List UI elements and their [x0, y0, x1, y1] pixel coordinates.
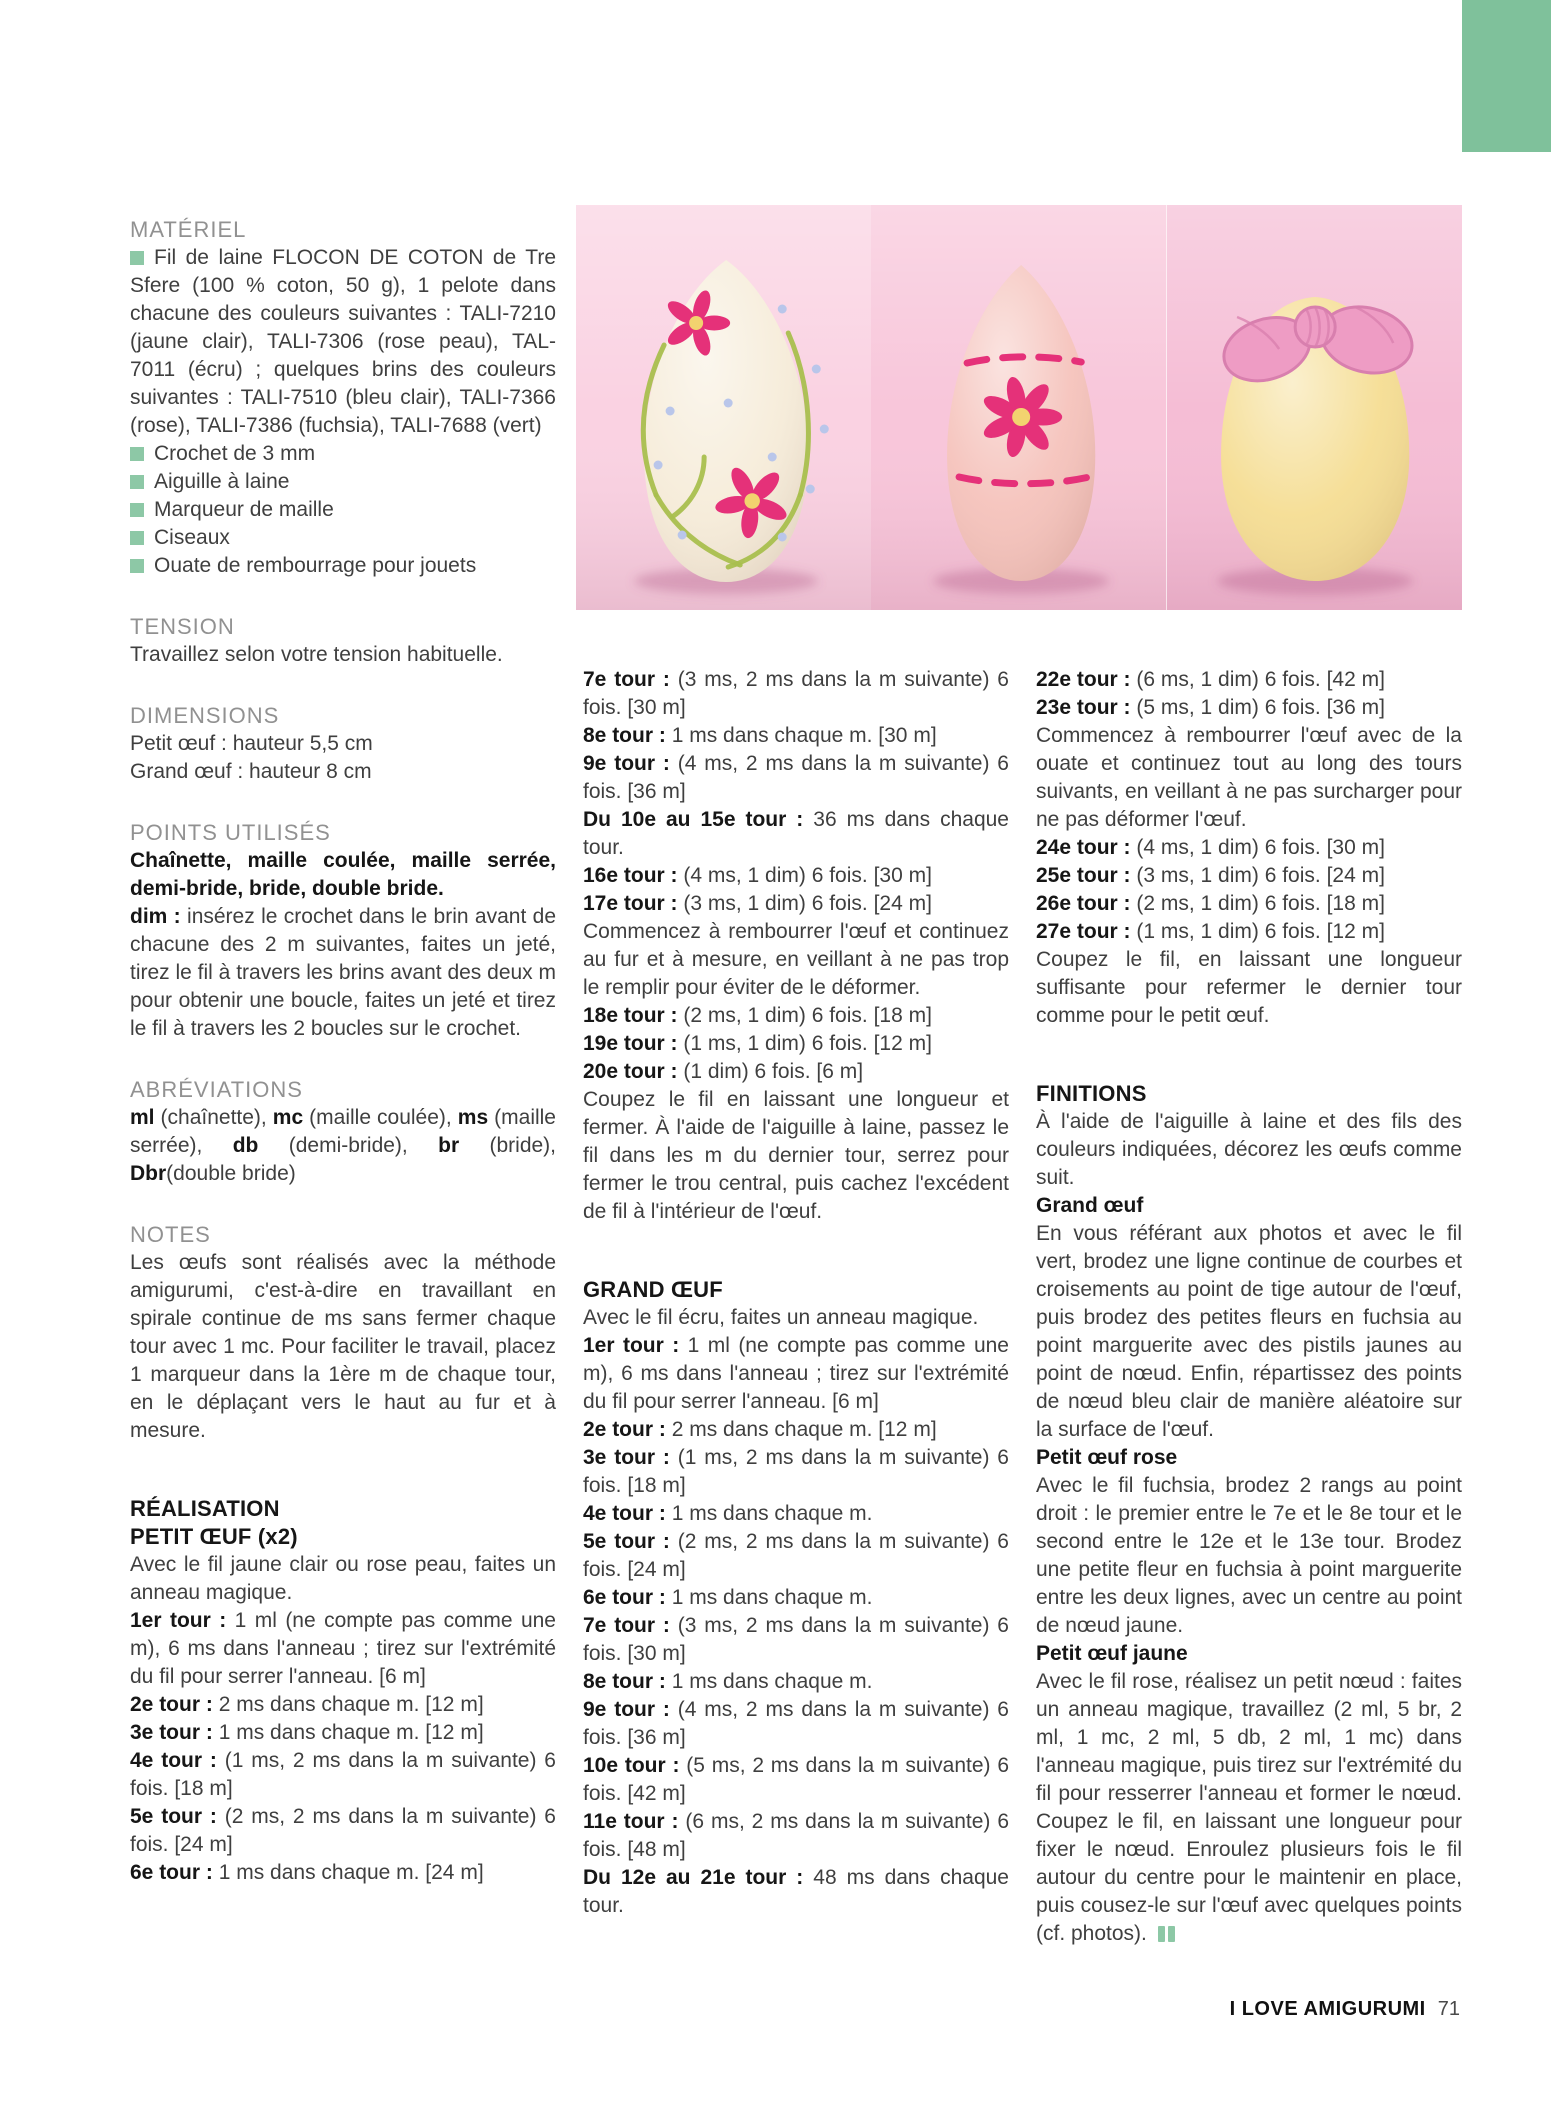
paragraph	[583, 1030, 1009, 1058]
text-run: Les œufs sont réalisés avec la méthode amigurumi, c'est-à-dire en travaillant en spirale continue de ms sans fermer chaque tour avec 1 mc. Pour faciliter le travail, placez 1 marqueur dans la 1ère m de chaque tour, en le déplaçant vers le haut au fur et à mesure.	[130, 1251, 556, 1442]
text-run: 36 ms dans chaque tour.	[583, 808, 1009, 859]
run-label: 24e tour :	[1036, 836, 1137, 859]
section-title: RÉALISATION	[130, 1496, 280, 1521]
bullet-square-icon	[130, 251, 144, 265]
sub-title: Grand œuf	[1036, 1194, 1144, 1217]
text-run: Fil de laine FLOCON DE COTON de Tre Sfere (100 % coton, 50 g), 1 pelote dans chacune des couleurs suivantes : TALI-7210 (jaune clair), TALI-7306 (rose peau), TAL-7011 (écru) ; quelques brins des couleurs suivantes : TALI-7510 (bleu clair), TALI-7366 (rose), TALI-7386 (fuchsia), TALI-7688 (vert)	[130, 246, 556, 437]
text-run: (3 ms, 2 ms dans la m suivante) 6 fois. [30 m]	[583, 1614, 1009, 1665]
text-run: (bride),	[459, 1134, 556, 1157]
paragraph	[583, 862, 1009, 890]
run-label: dim :	[130, 905, 188, 928]
paragraph	[130, 1607, 556, 1691]
run-label: ms	[457, 1106, 489, 1129]
run-label: 4e tour :	[130, 1749, 225, 1772]
paragraph	[130, 1551, 556, 1607]
run-label: ml	[130, 1106, 155, 1129]
text-run: Coupez le fil en laissant une longueur et fermer. À l'aide de l'aiguille à laine, passez le fil dans les m du dernier tour, serrez pour fermer le trou central, puis cachez l'excédent de fil à l'intérieur de l'œuf.	[583, 1088, 1009, 1223]
text-run: Travaillez selon votre tension habituelle.	[130, 643, 503, 666]
text-run: (4 ms, 2 ms dans la m suivante) 6 fois. [36 m]	[583, 752, 1009, 803]
paragraph	[130, 1747, 556, 1803]
section-heading: NOTES	[130, 1222, 211, 1247]
paragraph	[130, 1719, 556, 1747]
text-run: 1 ms dans chaque m. [12 m]	[218, 1721, 484, 1744]
text-run: 2 ms dans chaque m. [12 m]	[218, 1693, 484, 1716]
bullet-square-icon	[130, 447, 144, 461]
paragraph	[583, 1808, 1009, 1864]
run-label: 3e tour :	[130, 1721, 219, 1744]
run-label: 5e tour :	[583, 1530, 678, 1553]
paragraph	[130, 1859, 556, 1887]
run-label: db	[232, 1134, 259, 1157]
run-label: 27e tour :	[1036, 920, 1137, 943]
paragraph	[130, 758, 556, 786]
section-title: PETIT ŒUF (x2)	[130, 1524, 298, 1549]
run-label: 2e tour :	[130, 1693, 219, 1716]
text-run: (maille serrée),	[130, 1106, 556, 1157]
text-run: Ouate de rembourrage pour jouets	[154, 554, 477, 577]
text-run: (maille coulée),	[303, 1106, 458, 1129]
run-label: Chaînette, maille coulée, maille serrée, demi-bride, bride, double bride.	[130, 849, 556, 900]
text-run: (3 ms, 1 dim) 6 fois. [24 m]	[1136, 864, 1385, 887]
run-label: 2e tour :	[583, 1418, 672, 1441]
paragraph	[130, 1104, 556, 1188]
text-run: 48 ms dans chaque tour.	[583, 1866, 1009, 1917]
text-run: (1 ms, 2 ms dans la m suivante) 6 fois. [18 m]	[583, 1446, 1009, 1497]
text-run: (4 ms, 1 dim) 6 fois. [30 m]	[1136, 836, 1385, 859]
section-heading: DIMENSIONS	[130, 703, 280, 728]
bullet-item	[130, 468, 556, 496]
text-run: Avec le fil fuchsia, brodez 2 rangs au point droit : le premier entre le 7e et le 8e tour et le second entre le 12e et le 13e tour. Brodez une petite fleur en fuchsia à point marguerite entre les deux lignes, avec un centre au point de nœud jaune.	[1036, 1474, 1462, 1637]
text-run: (4 ms, 1 dim) 6 fois. [30 m]	[683, 864, 932, 887]
run-label: 4e tour :	[583, 1502, 672, 1525]
text-run: Avec le fil rose, réalisez un petit nœud : faites un anneau magique, travaillez (2 ml, 5 br, 2 ml, 1 mc, 2 ml, 5 db, 2 ml, 1 mc) dans l'anneau magique, puis tirez sur l'extrémité du fil pour resserrer l'anneau et former le nœud. Coupez le fil, en laissant une longueur pour fixer le nœud. Enroulez plusieurs fois le fil autour du centre pour le maintenir en place, puis cousez-le sur l'œuf avec quelques points (cf. photos).	[1036, 1670, 1462, 1945]
text-run: Avec le fil écru, faites un anneau magique.	[583, 1306, 979, 1329]
magazine-title: I LOVE AMIGURUMI	[1229, 1998, 1426, 2020]
text-run: (demi-bride),	[258, 1134, 439, 1157]
bullet-item	[130, 244, 556, 440]
text-run: Avec le fil jaune clair ou rose peau, faites un anneau magique.	[130, 1553, 556, 1604]
paragraph	[583, 1002, 1009, 1030]
text-run: À l'aide de l'aiguille à laine et des fils des couleurs indiquées, décorez les œufs comme suit.	[1036, 1110, 1462, 1189]
bullet-square-icon	[130, 531, 144, 545]
paragraph	[1036, 918, 1462, 946]
paragraph	[583, 1668, 1009, 1696]
text-run: Ciseaux	[154, 526, 230, 549]
text-run: Grand œuf : hauteur 8 cm	[130, 760, 372, 783]
text-run: (chaînette),	[154, 1106, 273, 1129]
run-label: 17e tour :	[583, 892, 684, 915]
bullet-item	[130, 496, 556, 524]
paragraph	[583, 918, 1009, 1002]
paragraph	[130, 1803, 556, 1859]
column-left	[130, 216, 556, 1887]
text-run: (6 ms, 1 dim) 6 fois. [42 m]	[1136, 668, 1385, 691]
article-end-icon	[1155, 1920, 1175, 1948]
bullet-square-icon	[130, 503, 144, 517]
text-run: Crochet de 3 mm	[154, 442, 316, 465]
paragraph	[583, 1528, 1009, 1584]
text-run: Commencez à rembourrer l'œuf et continuez au fur et à mesure, en veillant à ne pas trop le remplir pour éviter de le déformer.	[583, 920, 1009, 999]
text-run: Petit œuf : hauteur 5,5 cm	[130, 732, 373, 755]
run-label: 25e tour :	[1036, 864, 1137, 887]
run-label: 16e tour :	[583, 864, 684, 887]
run-label: 6e tour :	[130, 1861, 219, 1884]
run-label: 18e tour :	[583, 1004, 684, 1027]
run-label: 19e tour :	[583, 1032, 684, 1055]
sub-title: Petit œuf jaune	[1036, 1642, 1188, 1665]
text-run: (double bride)	[166, 1162, 296, 1185]
run-label: 5e tour :	[130, 1805, 225, 1828]
paragraph	[130, 1691, 556, 1719]
bullet-square-icon	[130, 475, 144, 489]
page-footer	[1230, 1998, 1460, 2021]
paragraph	[583, 1864, 1009, 1920]
paragraph	[1036, 890, 1462, 918]
text-run: 2 ms dans chaque m. [12 m]	[671, 1418, 937, 1441]
paragraph	[583, 1332, 1009, 1416]
text-run: (1 ms, 1 dim) 6 fois. [12 m]	[683, 1032, 932, 1055]
run-label: 9e tour :	[583, 1698, 678, 1721]
paragraph	[130, 847, 556, 903]
paragraph	[583, 1696, 1009, 1752]
text-run: 1 ms dans chaque m.	[671, 1586, 873, 1609]
text-run: (5 ms, 2 ms dans la m suivante) 6 fois. [42 m]	[583, 1754, 1009, 1805]
paragraph	[1036, 1220, 1462, 1444]
text-run: (2 ms, 1 dim) 6 fois. [18 m]	[683, 1004, 932, 1027]
paragraph	[1036, 862, 1462, 890]
paragraph	[583, 1584, 1009, 1612]
section-title: FINITIONS	[1036, 1081, 1147, 1106]
text-run: (2 ms, 2 ms dans la m suivante) 6 fois. [24 m]	[583, 1530, 1009, 1581]
run-label: 20e tour :	[583, 1060, 684, 1083]
paragraph	[583, 1444, 1009, 1500]
paragraph	[1036, 722, 1462, 834]
paragraph	[583, 666, 1009, 722]
paragraph	[583, 1058, 1009, 1086]
text-run: (4 ms, 2 ms dans la m suivante) 6 fois. [36 m]	[583, 1698, 1009, 1749]
photo-panel-pink-egg	[871, 205, 1166, 610]
text-run: Commencez à rembourrer l'œuf avec de la ouate et continuez tout au long des tours suivants, en veillant à ne pas surcharger pour ne pas déformer l'œuf.	[1036, 724, 1462, 831]
paragraph	[583, 1612, 1009, 1668]
paragraph	[1036, 1472, 1462, 1640]
paragraph	[583, 1500, 1009, 1528]
run-label: 8e tour :	[583, 1670, 672, 1693]
column-middle	[583, 666, 1009, 1920]
run-label: 22e tour :	[1036, 668, 1137, 691]
section-title: GRAND ŒUF	[583, 1277, 723, 1302]
text-run: 1 ms dans chaque m.	[671, 1670, 873, 1693]
paragraph	[583, 750, 1009, 806]
paragraph	[1036, 1668, 1462, 1948]
paragraph	[583, 1304, 1009, 1332]
paragraph	[1036, 834, 1462, 862]
text-run: (3 ms, 2 ms dans la m suivante) 6 fois. [30 m]	[583, 668, 1009, 719]
paragraph	[130, 730, 556, 758]
section-heading: MATÉRIEL	[130, 217, 247, 242]
paragraph	[583, 1752, 1009, 1808]
text-run: (6 ms, 2 ms dans la m suivante) 6 fois. [48 m]	[583, 1810, 1009, 1861]
run-label: 1er tour :	[130, 1609, 235, 1632]
column-right	[1036, 666, 1462, 1948]
text-run: 1 ms dans chaque m. [24 m]	[218, 1861, 484, 1884]
text-run: (1 dim) 6 fois. [6 m]	[683, 1060, 864, 1083]
run-label: 6e tour :	[583, 1586, 672, 1609]
text-run: (2 ms, 1 dim) 6 fois. [18 m]	[1136, 892, 1385, 915]
paragraph	[583, 1416, 1009, 1444]
text-run: (1 ms, 1 dim) 6 fois. [12 m]	[1136, 920, 1385, 943]
text-run: (1 ms, 2 ms dans la m suivante) 6 fois. [18 m]	[130, 1749, 556, 1800]
paragraph	[1036, 666, 1462, 694]
section-heading: ABRÉVIATIONS	[130, 1077, 303, 1102]
run-label: br	[438, 1134, 460, 1157]
bullet-item	[130, 524, 556, 552]
section-heading: POINTS UTILISÉS	[130, 820, 331, 845]
paragraph	[583, 890, 1009, 918]
paragraph	[130, 641, 556, 669]
text-run: 1 ms dans chaque m. [30 m]	[671, 724, 937, 747]
run-label: 10e tour :	[583, 1754, 687, 1777]
photo-panel-ecru-egg	[576, 205, 871, 610]
text-run: (3 ms, 1 dim) 6 fois. [24 m]	[683, 892, 932, 915]
text-run: En vous référant aux photos et avec le fil vert, brodez une ligne continue de courbes et croisements au point de tige autour de l'œuf, puis brodez des petites fleurs en fuchsia au point marguerite avec des pistils jaunes au point de nœud. Enfin, répartissez des points de nœud bleu clair de manière aléatoire sur la surface de l'œuf.	[1036, 1222, 1462, 1441]
run-label: Dbr	[130, 1162, 167, 1185]
paragraph	[130, 1249, 556, 1445]
run-label: 9e tour :	[583, 752, 678, 775]
sub-title: Petit œuf rose	[1036, 1446, 1178, 1469]
run-label: 8e tour :	[583, 724, 672, 747]
page-number: 71	[1437, 1998, 1460, 2020]
run-label: 3e tour :	[583, 1446, 678, 1469]
bullet-square-icon	[130, 559, 144, 573]
paragraph	[583, 722, 1009, 750]
paragraph	[583, 1086, 1009, 1226]
bullet-item	[130, 440, 556, 468]
run-label: 11e tour :	[583, 1810, 686, 1833]
paragraph	[1036, 694, 1462, 722]
text-run: (2 ms, 2 ms dans la m suivante) 6 fois. [24 m]	[130, 1805, 556, 1856]
text-run: 1 ml (ne compte pas comme une m), 6 ms dans l'anneau ; tirez sur l'extrémité du fil pour serrer l'anneau. [6 m]	[130, 1609, 556, 1688]
paragraph	[1036, 1108, 1462, 1192]
text-run: 1 ml (ne compte pas comme une m), 6 ms dans l'anneau ; tirez sur l'extrémité du fil pour serrer l'anneau. [6 m]	[583, 1334, 1009, 1413]
photo-panel-yellow-egg	[1167, 205, 1462, 610]
photo-easter-eggs	[576, 205, 1462, 610]
paragraph	[130, 903, 556, 1043]
run-label: Du 12e au 21e tour :	[583, 1866, 814, 1889]
run-label: 26e tour :	[1036, 892, 1137, 915]
run-label: 7e tour :	[583, 668, 678, 691]
run-label: Du 10e au 15e tour :	[583, 808, 814, 831]
paragraph	[583, 806, 1009, 862]
run-label: 23e tour :	[1036, 696, 1137, 719]
bullet-item	[130, 552, 556, 580]
text-run: Marqueur de maille	[154, 498, 334, 521]
run-label: 1er tour :	[583, 1334, 688, 1357]
run-label: mc	[272, 1106, 304, 1129]
text-run: insérez le crochet dans le brin avant de chacune des 2 m suivantes, faites un jeté, tirez le fil à travers les brins avant des deux m pour obtenir une boucle, faites un jeté et tirez le fil à travers les 2 boucles sur le crochet.	[130, 905, 557, 1040]
text-run: Coupez le fil, en laissant une longueur suffisante pour refermer le dernier tour comme pour le petit œuf.	[1036, 948, 1462, 1027]
text-run: (5 ms, 1 dim) 6 fois. [36 m]	[1136, 696, 1385, 719]
text-run: Aiguille à laine	[154, 470, 290, 493]
text-run: 1 ms dans chaque m.	[671, 1502, 873, 1525]
section-heading: TENSION	[130, 614, 235, 639]
accent-green-block	[1462, 0, 1551, 152]
paragraph	[1036, 946, 1462, 1030]
run-label: 7e tour :	[583, 1614, 678, 1637]
